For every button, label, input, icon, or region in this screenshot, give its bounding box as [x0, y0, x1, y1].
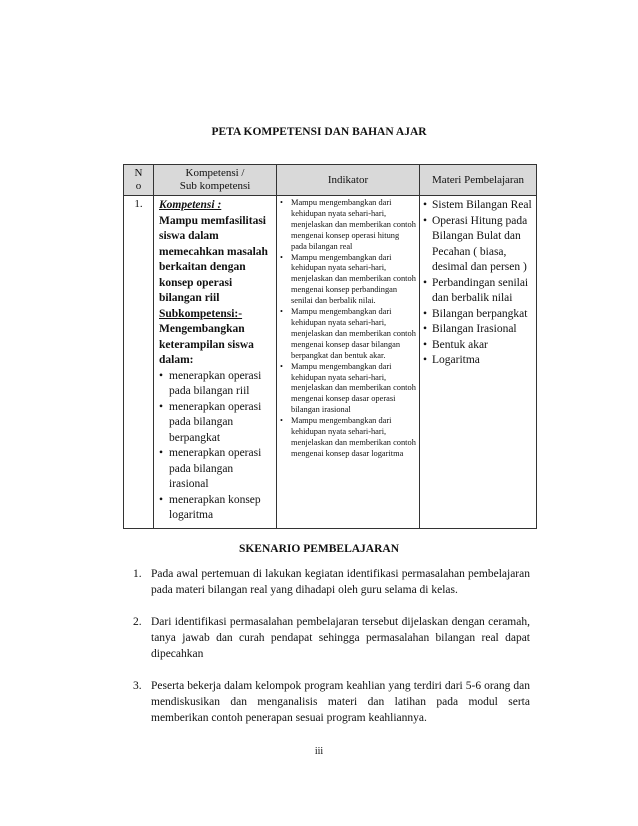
subkompetensi-text: Mengembangkan keterampilan siswa dalam:: [159, 323, 254, 366]
list-item: [133, 614, 530, 662]
subkompetensi-list: [159, 369, 272, 524]
indikator-list: [280, 198, 416, 460]
list-item: • Mampu mengembangkan dari kehidupan nyata sehari-hari, menjelaskan dan memberikan contoh mengenai konsep dasar bilangan berpangkat dan bentuk akar.: [280, 307, 416, 362]
step-number: 1.: [133, 568, 142, 580]
section-title: SKENARIO PEMBELAJARAN: [238, 543, 400, 555]
header-indikator: Indikator: [277, 165, 420, 196]
competency-table: [123, 164, 537, 529]
list-item: [133, 678, 530, 726]
list-item: • Bentuk akar: [423, 338, 533, 354]
page-number: iii: [314, 746, 324, 757]
list-item: • Bilangan berpangkat: [423, 307, 533, 323]
kompetensi-label: Kompetensi :: [159, 199, 222, 211]
header-materi: Materi Pembelajaran: [420, 165, 537, 196]
header-no-line2: o: [135, 180, 142, 192]
list-item: • Mampu mengembangkan dari kehidupan nyata sehari-hari, menjelaskan dan memberikan contoh mengenai konsep perbandingan senilai dan berbalik nilai.: [280, 253, 416, 308]
step-number: 2.: [133, 616, 142, 628]
kompetensi-cell: [154, 196, 277, 529]
list-item: • Mampu mengembangkan dari kehidupan nyata sehari-hari, menjelaskan dan memberikan contoh mengenai konsep operasi hitung pada bilangan real: [280, 198, 416, 253]
step-number: 3.: [133, 680, 142, 692]
row-number: 1.: [124, 196, 154, 529]
list-item: • menerapkan operasi pada bilangan riil: [159, 369, 272, 400]
indikator-cell: [277, 196, 420, 529]
list-item: • Sistem Bilangan Real: [423, 198, 533, 214]
step-text: Dari identifikasi permasalahan pembelajaran tersebut dijelaskan dengan ceramah, tanya jawab dan curah pendapat sehingga permasalahan bilangan real dapat dipecahkan: [151, 616, 530, 660]
list-item: [133, 566, 530, 598]
table-row: [124, 196, 537, 529]
list-item: • menerapkan konsep logaritma: [159, 493, 272, 524]
subkompetensi-label: Subkompetensi:-: [159, 307, 243, 320]
list-item: • Logaritma: [423, 353, 533, 369]
list-item: • Mampu mengembangkan dari kehidupan nyata sehari-hari, menjelaskan dan memberikan contoh mengenai konsep dasar logaritma: [280, 416, 416, 460]
materi-cell: [420, 196, 537, 529]
header-no: [124, 165, 154, 196]
step-text: Pada awal pertemuan di lakukan kegiatan identifikasi permasalahan pembelajaran pada materi bilangan real yang dihadapi oleh guru selama di kelas.: [151, 568, 530, 596]
header-no-line1: N: [134, 167, 143, 179]
table-header-row: [124, 165, 537, 196]
list-item: • Perbandingan senilai dan berbalik nilai: [423, 276, 533, 307]
scenario-steps: [133, 566, 530, 742]
page-title: PETA KOMPETENSI DAN BAHAN AJAR: [211, 126, 427, 138]
step-text: Peserta bekerja dalam kelompok program keahlian yang terdiri dari 5-6 orang dan mendiskusikan dan menganalisis materi dan latihan pada modul serta memberikan contoh penerapan sesuai program keahliannya.: [151, 680, 530, 724]
header-kompetensi-line1: Kompetensi /: [185, 167, 245, 179]
list-item: • menerapkan operasi pada bilangan irasional: [159, 446, 272, 493]
kompetensi-text: Mampu memfasilitasi siswa dalam memecahkan masalah berkaitan dengan konsep operasi bilangan riil: [159, 214, 268, 304]
list-item: • Operasi Hitung pada Bilangan Bulat dan Pecahan ( biasa, desimal dan persen ): [423, 214, 533, 276]
header-kompetensi: [154, 165, 277, 196]
materi-list: [423, 198, 533, 369]
list-item: • Bilangan Irasional: [423, 322, 533, 338]
list-item: • menerapkan operasi pada bilangan berpangkat: [159, 400, 272, 447]
header-kompetensi-line2: Sub kompetensi: [179, 180, 251, 192]
list-item: • Mampu mengembangkan dari kehidupan nyata sehari-hari, menjelaskan dan memberikan contoh mengenai konsep dasar operasi bilangan irasional: [280, 362, 416, 417]
